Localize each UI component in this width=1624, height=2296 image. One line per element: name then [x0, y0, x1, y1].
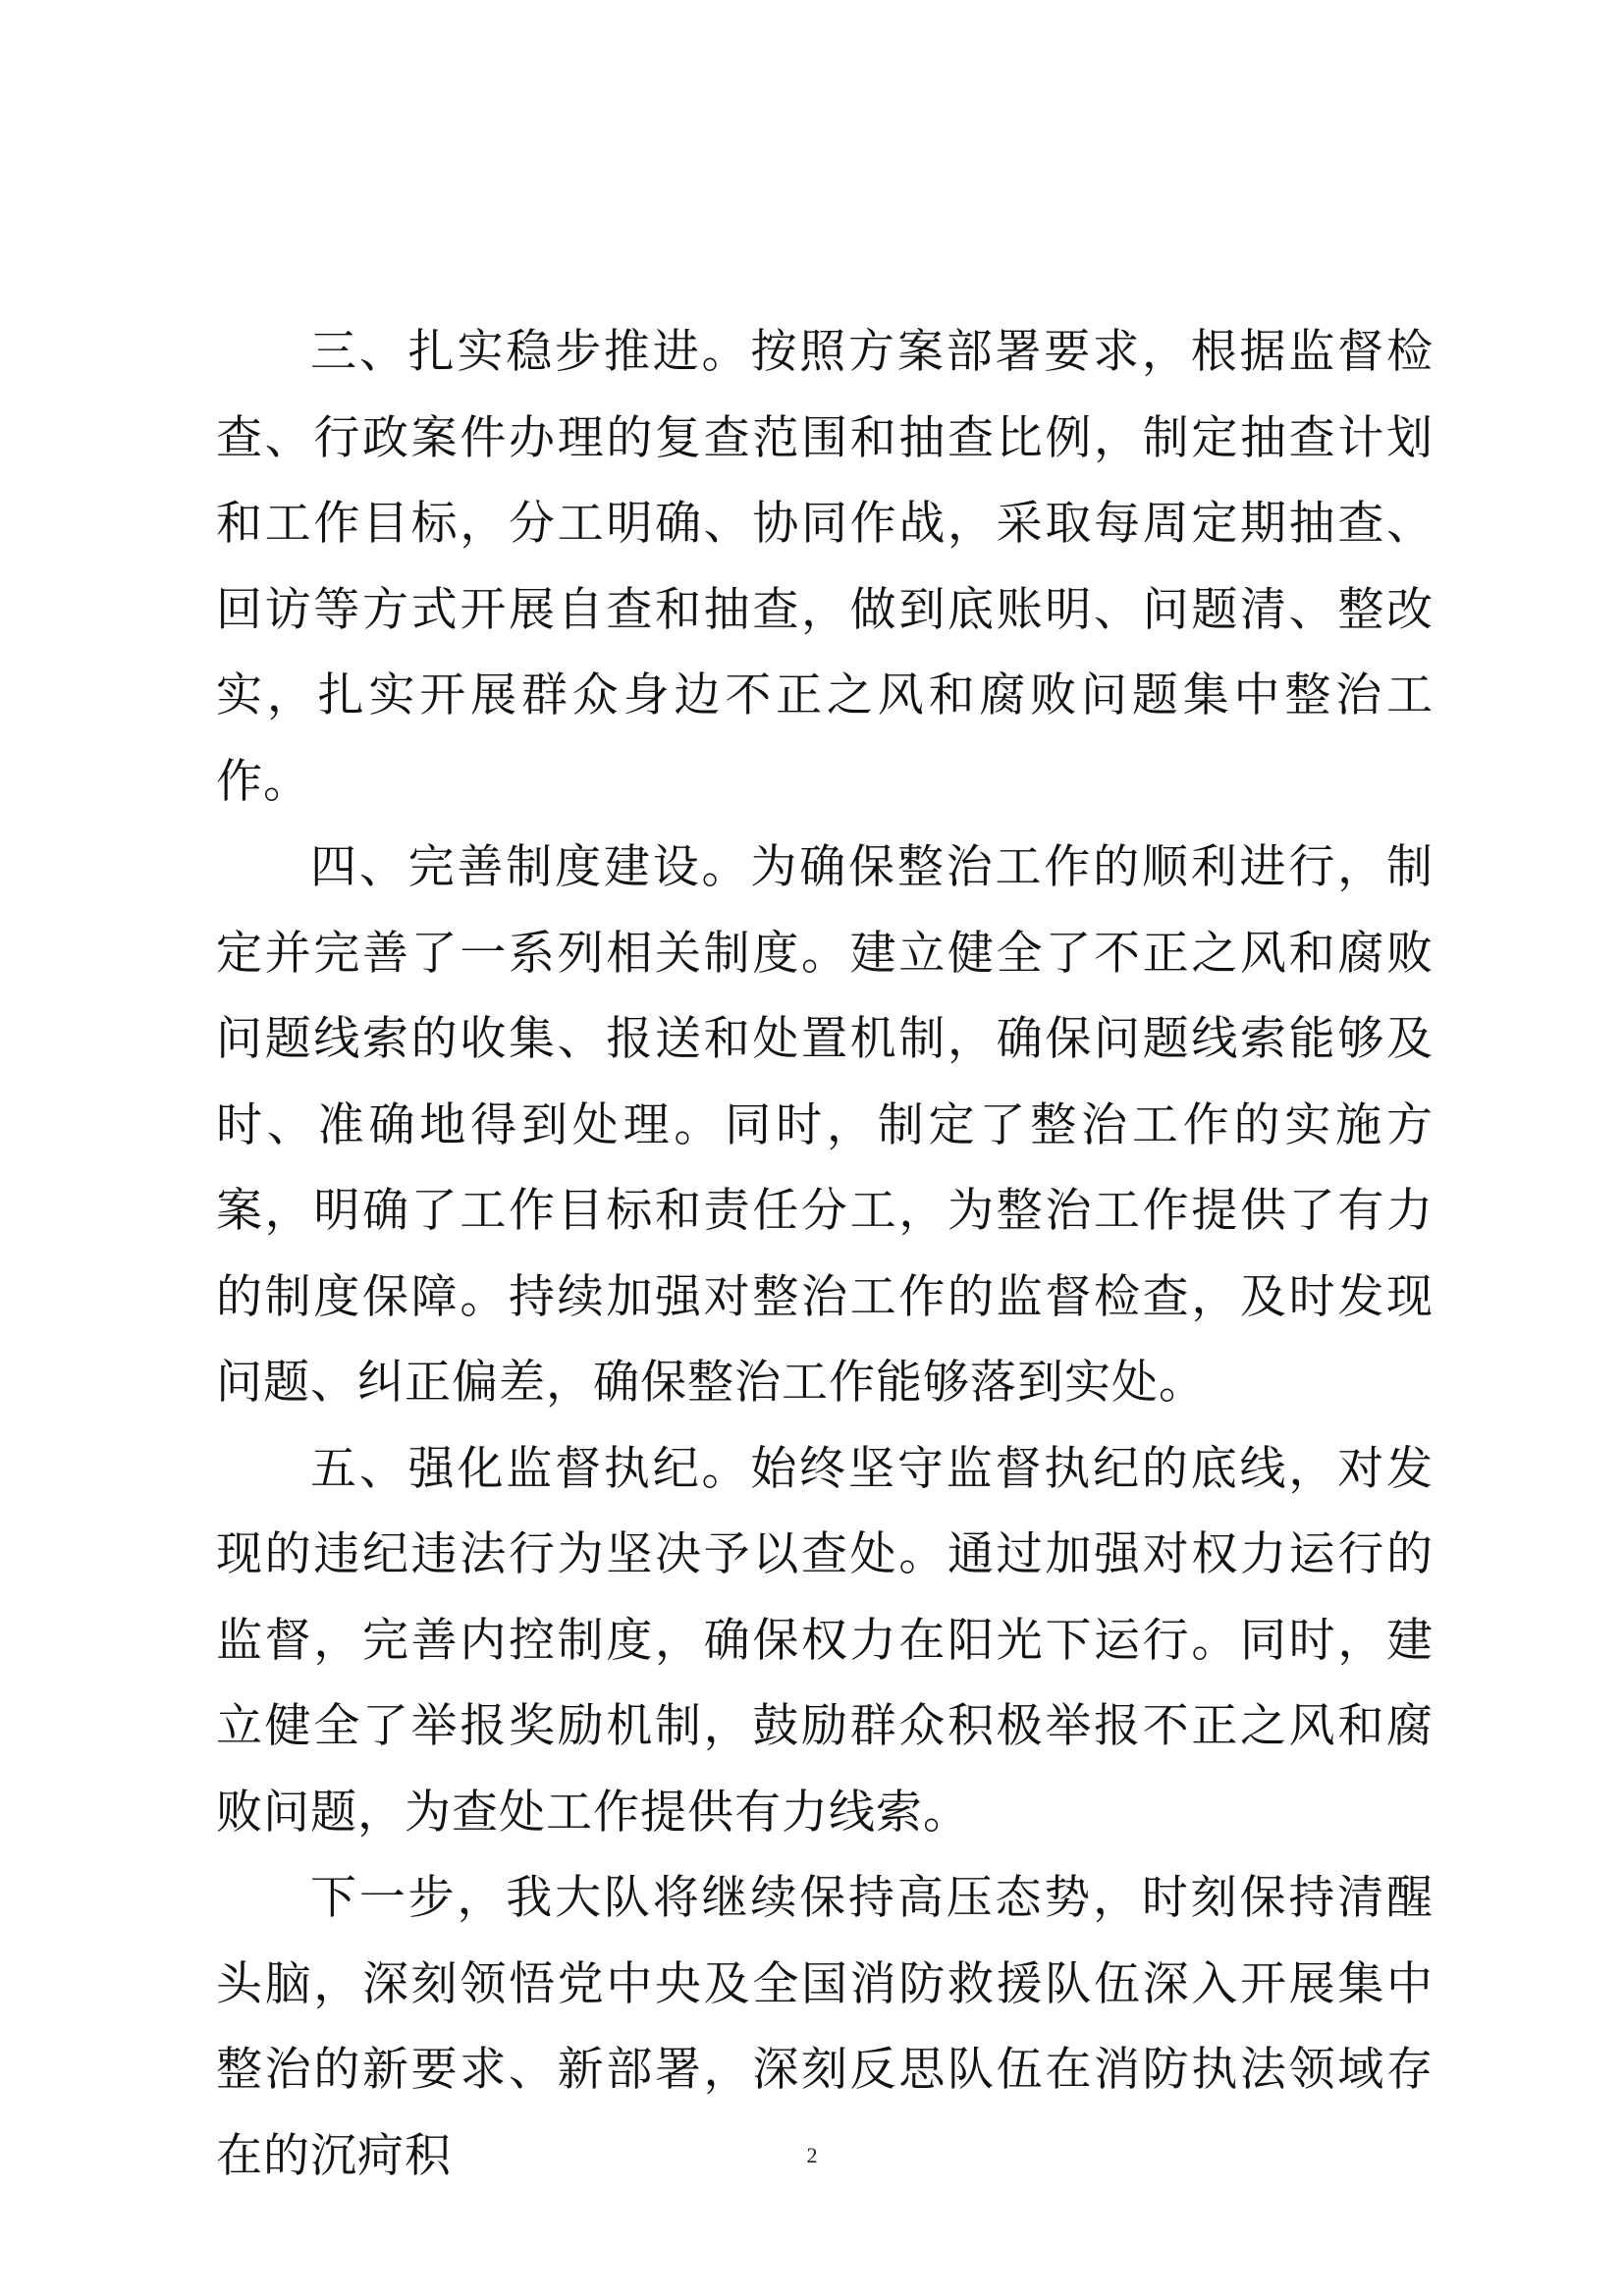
paragraph-5-supervision-discipline: 五、强化监督执纪。始终坚守监督执纪的底线，对发现的违纪违法行为坚决予以查处。通过加强对权力运行的监督，完善内控制度，确保权力在阳光下运行。同时，建立健全了举报奖励机制，鼓励群众积极举报不正之风和腐败问题，为查处工作提供有力线索。: [216, 1441, 1434, 1840]
paragraph-4-system-building: 四、完善制度建设。为确保整治工作的顺利进行，制定并完善了一系列相关制度。建立健全了不正之风和腐败问题线索的收集、报送和处置机制，确保问题线索能够及时、准确地得到处理。同时，制定了整治工作的实施方案，明确了工作目标和责任分工，为整治工作提供了有力的制度保障。持续加强对整治工作的监督检查，及时发现问题、纠正偏差，确保整治工作能够落到实处。: [216, 840, 1434, 1410]
document-body: [216, 309, 1434, 2199]
page-number: 2: [806, 2143, 818, 2167]
paragraph-next-steps: 下一步，我大队将继续保持高压态势，时刻保持清醒头脑，深刻领悟党中央及全国消防救援队伍深入开展集中整治的新要求、新部署，深刻反思队伍在消防执法领域存在的沉疴积: [216, 1871, 1434, 2183]
paragraph-3-steady-progress: 三、扎实稳步推进。按照方案部署要求，根据监督检查、行政案件办理的复查范围和抽查比例，制定抽查计划和工作目标，分工明确、协同作战，采取每周定期抽查、回访等方式开展自查和抽查，做到底账明、问题清、整改实，扎实开展群众身边不正之风和腐败问题集中整治工作。: [216, 325, 1434, 809]
